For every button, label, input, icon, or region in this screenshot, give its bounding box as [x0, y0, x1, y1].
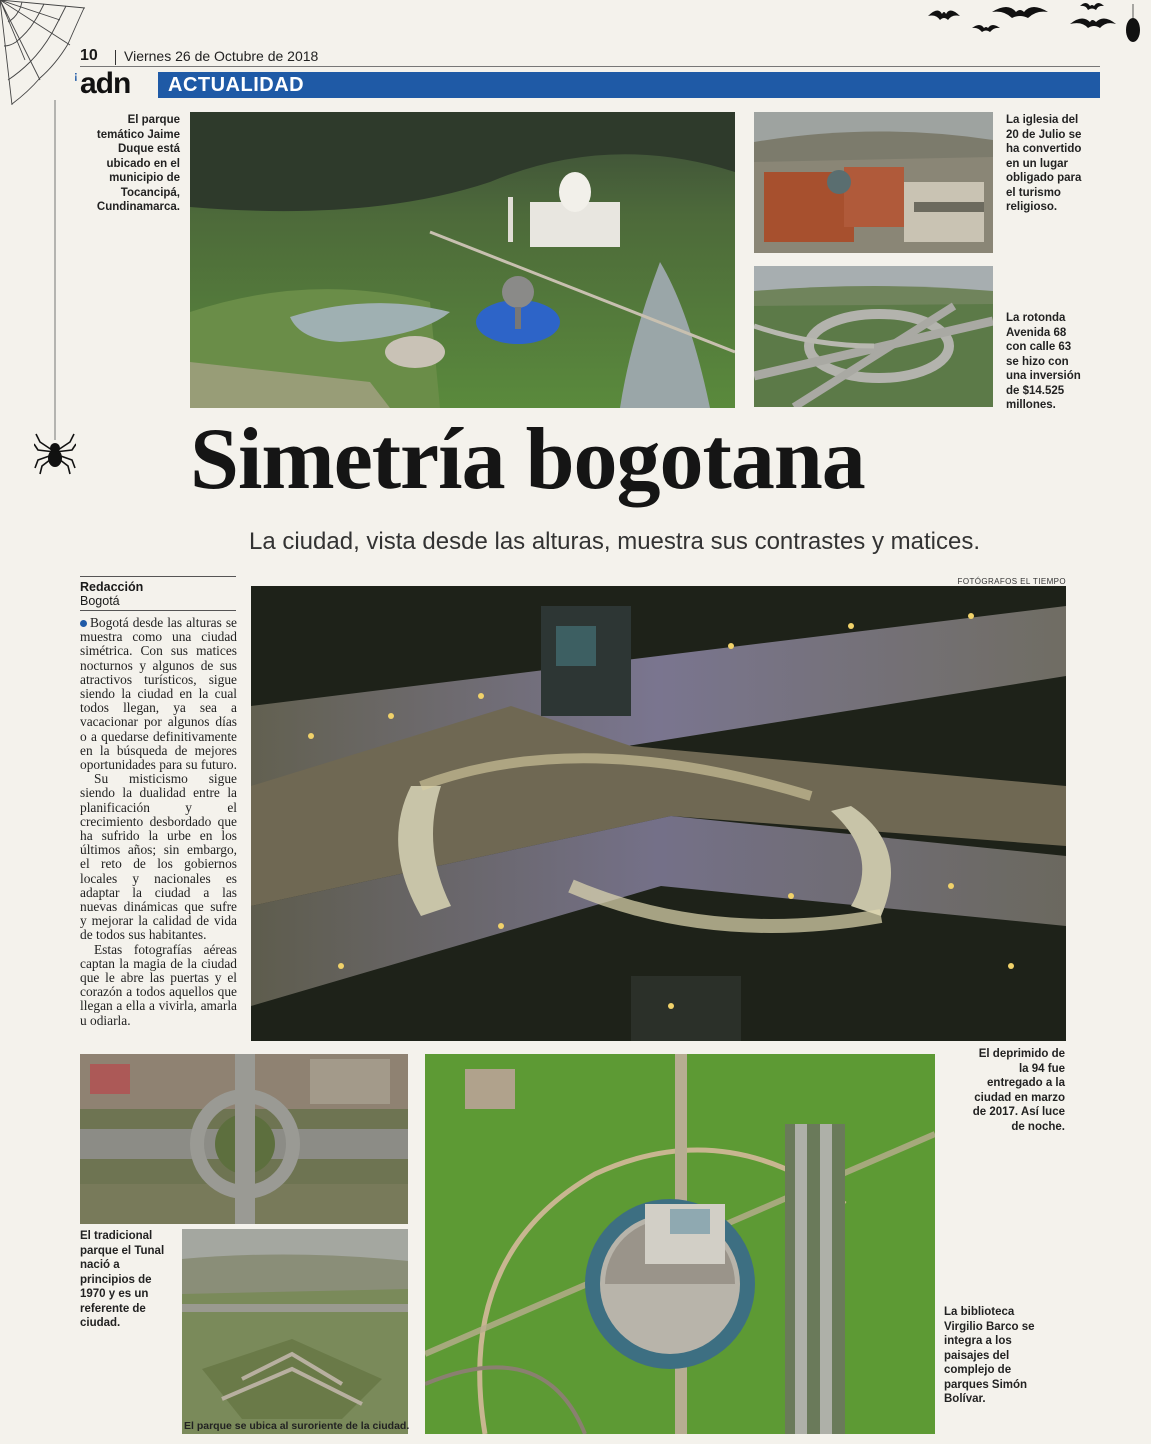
photo-tunal-parque [182, 1229, 408, 1434]
hanging-bat-icon [1122, 4, 1144, 48]
article-body [80, 616, 237, 1028]
photo-jaime-duque [190, 112, 735, 408]
caption-tunal: El tradicional parque el Tunal nació a principios de 1970 y es un referente de ciudad. [80, 1230, 165, 1329]
headline: Simetría bogotana [190, 411, 865, 508]
byline-author: Redacción [80, 580, 144, 594]
issue-date: Viernes 26 de Octubre de 2018 [124, 48, 319, 64]
paragraph-2: Su misticismo sigue siendo la dualidad entre la planificación y el crecimiento desbordado que ha sufrido la urbe en los últimos años; sin embargo, el reto de los gobiernos locales y nacionales es adaptar la ciudad a las nuevas dinámicas que sufre y mejorar la calidad de vida de todos sus habitantes. [80, 771, 237, 943]
paragraph-3: Estas fotografías aéreas captan la magia de la ciudad que le abre las puertas y el corazón a todos aquellos que llegan a ella a vivirla, amarla u odiarla. [80, 941, 237, 1028]
paragraph-1: Bogotá desde las alturas se muestra como una ciudad simétrica. Con sus matices nocturnos y algunos de sus atractivos turísticos, sigue siendo la ciudad en la cual todos llegan, ya sea a vacacionar por algunos días o a quedarse definitivamente en la búsqueda de mejores oportunidades para su futuro. [80, 615, 237, 773]
caption-rotonda: La rotonda Avenida 68 con calle 63 se hizo con una inversión de $14.525 millones. [1006, 312, 1081, 411]
photo-iglesia [754, 112, 993, 253]
byline-rule [80, 610, 236, 611]
spider-thread [50, 100, 60, 450]
bats-icon [920, 0, 1120, 38]
caption-biblioteca: La biblioteca Virgilio Barco se integra a los paisajes del complejo de parques Simón Bolívar. [944, 1306, 1035, 1405]
section-label: ACTUALIDAD [168, 74, 305, 96]
caption-iglesia: La iglesia del 20 de Julio se ha convertido en un lugar obligado para el turismo religioso. [1006, 114, 1082, 213]
header-divider [115, 50, 116, 65]
subheadline: La ciudad, vista desde las alturas, muestra sus contrastes y matices. [248, 528, 980, 555]
photo-credit: FOTÓGRAFOS EL TIEMPO [957, 577, 1066, 586]
spider-icon [34, 430, 76, 476]
photo-deprimido-94 [251, 586, 1066, 1041]
photo-rotonda [754, 266, 993, 407]
caption-deprimido: El deprimido de la 94 fue entregado a la ciudad en marzo de 2017. Así luce de noche. [972, 1048, 1065, 1133]
bullet-icon [80, 620, 87, 627]
caption-suroriente: El parque se ubica al suroriente de la ciudad. [184, 1420, 410, 1432]
adn-logo: ¡ adn [74, 67, 131, 100]
byline-location: Bogotá [80, 594, 120, 608]
photo-biblioteca [425, 1054, 935, 1434]
header-rule [80, 66, 1100, 67]
photo-tunal-rotonda [80, 1054, 408, 1224]
byline-top-rule [80, 576, 236, 577]
page-number: 10 [80, 47, 98, 64]
caption-jaime-duque: El parque temático Jaime Duque está ubicado en el municipio de Tocancipá, Cundinamarca. [96, 114, 180, 213]
